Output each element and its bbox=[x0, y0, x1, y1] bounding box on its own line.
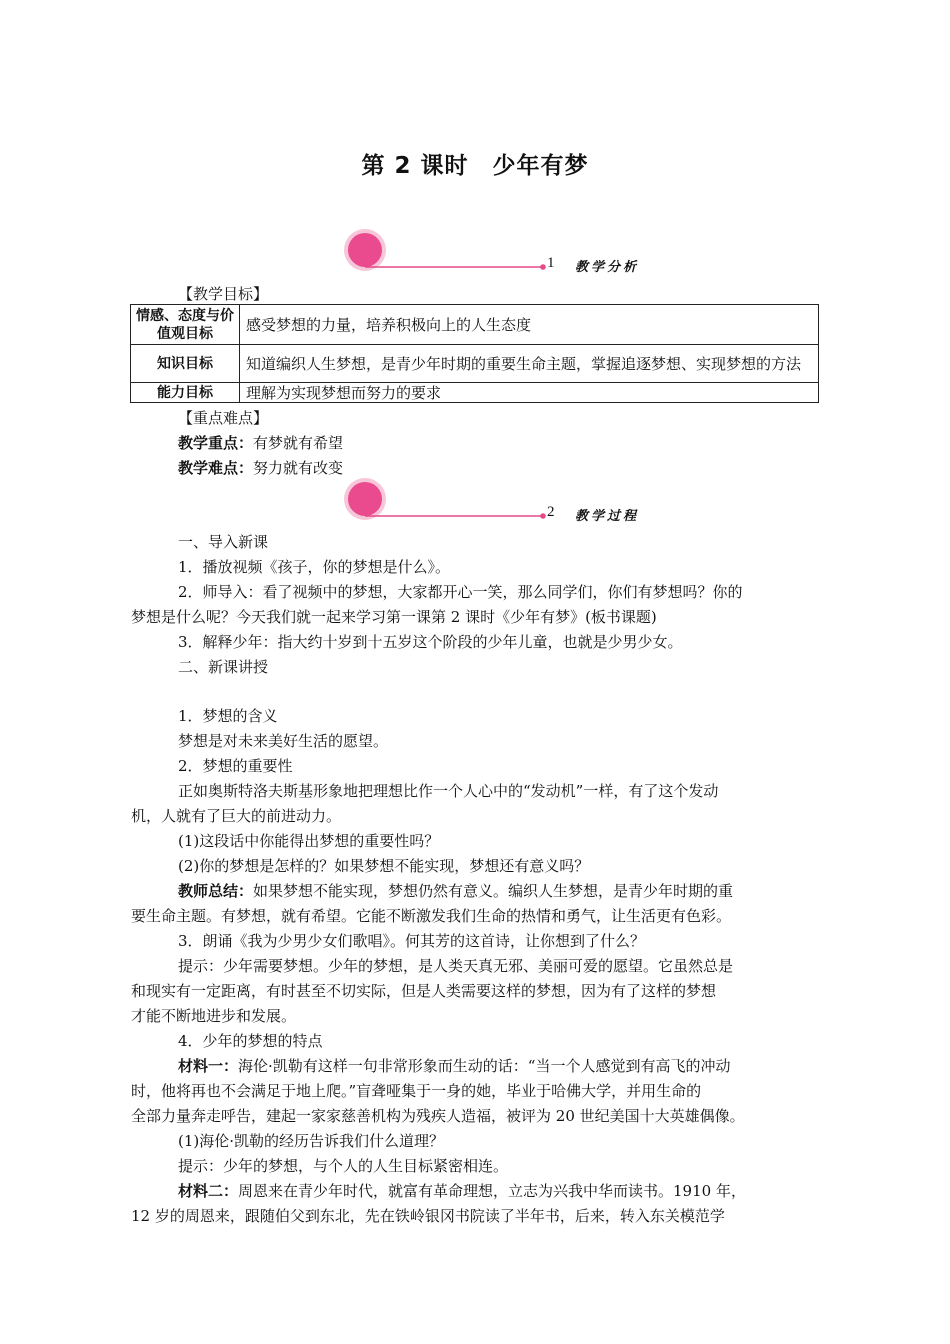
body-line: 1．梦想的含义 bbox=[178, 707, 278, 725]
body-line: 1．播放视频《孩子，你的梦想是什么》。 bbox=[178, 558, 451, 576]
body-line: 3．朗诵《我为少男少女们歌唱》。何其芳的这首诗，让你想到了什么？ bbox=[178, 932, 646, 950]
goal-text: 知道编织人生梦想，是青少年时期的重要生命主题，掌握追逐梦想、实现梦想的方法 bbox=[240, 345, 819, 383]
table-row bbox=[131, 305, 819, 345]
material-one-label: 材料一： bbox=[178, 1057, 239, 1075]
goals-table bbox=[130, 304, 819, 403]
goal-text: 理解为实现梦想而努力的要求 bbox=[240, 383, 819, 403]
goal-text: 感受梦想的力量，培养积极向上的人生态度 bbox=[240, 305, 819, 345]
section-label: 教学过程 bbox=[575, 509, 640, 524]
body-line: (1)海伦·凯勒的经历告诉我们什么道理？ bbox=[178, 1132, 445, 1150]
body-line: (2)你的梦想是怎样的？如果梦想不能实现，梦想还有意义吗？ bbox=[178, 857, 590, 875]
body-text: 海伦·凯勒有这样一句非常形象而生动的话：“当一个人感觉到有高飞的冲动 bbox=[238, 1057, 731, 1075]
difficulty-text: 努力就有改变 bbox=[253, 459, 344, 477]
section-header-process bbox=[330, 477, 690, 527]
key-point-label: 教学重点： bbox=[178, 434, 254, 452]
body-line: 机，人就有了巨大的前进动力。 bbox=[131, 807, 342, 825]
body-line: 提示：少年需要梦想。少年的梦想，是人类天真无邪、美丽可爱的愿望。它虽然总是 bbox=[178, 957, 734, 975]
table-row bbox=[131, 345, 819, 383]
page-title: 第 2 课时 少年有梦 bbox=[361, 153, 589, 179]
body-line: 梦想是什么呢？今天我们就一起来学习第一课第 2 课时《少年有梦》(板书课题) bbox=[131, 608, 657, 626]
body-line: 提示：少年的梦想，与个人的人生目标紧密相连。 bbox=[178, 1157, 509, 1175]
body-line bbox=[178, 1181, 746, 1201]
body-line: 3．解释少年：指大约十岁到十五岁这个阶段的少年儿童，也就是少男少女。 bbox=[178, 633, 683, 651]
material-two-label: 材料二： bbox=[178, 1182, 239, 1200]
body-line: 一、导入新课 bbox=[178, 533, 269, 551]
teacher-summary-label: 教师总结： bbox=[178, 882, 254, 900]
body-line: 才能不断地进步和发展。 bbox=[131, 1007, 297, 1025]
body-line: 时，他将再也不会满足于地上爬。”盲聋哑集于一身的她，毕业于哈佛大学，并用生命的 bbox=[131, 1082, 702, 1100]
body-text: 周恩来在青少年时代，就富有革命理想，立志为兴我中华而读书。1910 年， bbox=[238, 1182, 746, 1200]
section-number: 2 bbox=[547, 504, 555, 520]
body-line bbox=[178, 881, 733, 901]
goal-label: 情感、态度与价值观目标 bbox=[131, 305, 240, 345]
goal-label: 能力目标 bbox=[131, 383, 240, 403]
key-heading: 【重点难点】 bbox=[178, 409, 269, 427]
section-header-analysis bbox=[330, 228, 690, 278]
body-text: 如果梦想不能实现，梦想仍然有意义。编织人生梦想，是青少年时期的重 bbox=[253, 882, 734, 900]
difficulty-point bbox=[178, 458, 343, 478]
body-line: 4．少年的梦想的特点 bbox=[178, 1032, 323, 1050]
key-point bbox=[178, 433, 343, 453]
section-number: 1 bbox=[547, 255, 555, 271]
difficulty-label: 教学难点： bbox=[178, 459, 254, 477]
body-line bbox=[178, 1056, 730, 1076]
body-line: 和现实有一定距离，有时甚至不切实际，但是人类需要这样的梦想，因为有了这样的梦想 bbox=[131, 982, 717, 1000]
body-line: 2．梦想的重要性 bbox=[178, 757, 293, 775]
table-row bbox=[131, 383, 819, 403]
section-label: 教学分析 bbox=[575, 260, 640, 275]
body-line: 12 岁的周恩来，跟随伯父到东北，先在铁岭银冈书院读了半年书，后来，转入东关模范学 bbox=[131, 1207, 725, 1225]
body-line: (1)这段话中你能得出梦想的重要性吗？ bbox=[178, 832, 440, 850]
goal-label: 知识目标 bbox=[131, 345, 240, 383]
goals-heading: 【教学目标】 bbox=[178, 285, 269, 303]
body-line: 正如奥斯特洛夫斯基形象地把理想比作一个人心中的“发动机”一样，有了这个发动 bbox=[178, 782, 719, 800]
body-line: 二、新课讲授 bbox=[178, 658, 269, 676]
body-line: 要生命主题。有梦想，就有希望。它能不断激发我们生命的热情和勇气，让生活更有色彩。 bbox=[131, 907, 732, 925]
body-line: 梦想是对未来美好生活的愿望。 bbox=[178, 732, 389, 750]
key-point-text: 有梦就有希望 bbox=[253, 434, 344, 452]
body-line: 全部力量奔走呼告，建起一家家慈善机构为残疾人造福，被评为 20 世纪美国十大英雄偶像。 bbox=[131, 1107, 745, 1125]
body-line: 2．师导入：看了视频中的梦想，大家都开心一笑，那么同学们，你们有梦想吗？你的 bbox=[178, 583, 743, 601]
